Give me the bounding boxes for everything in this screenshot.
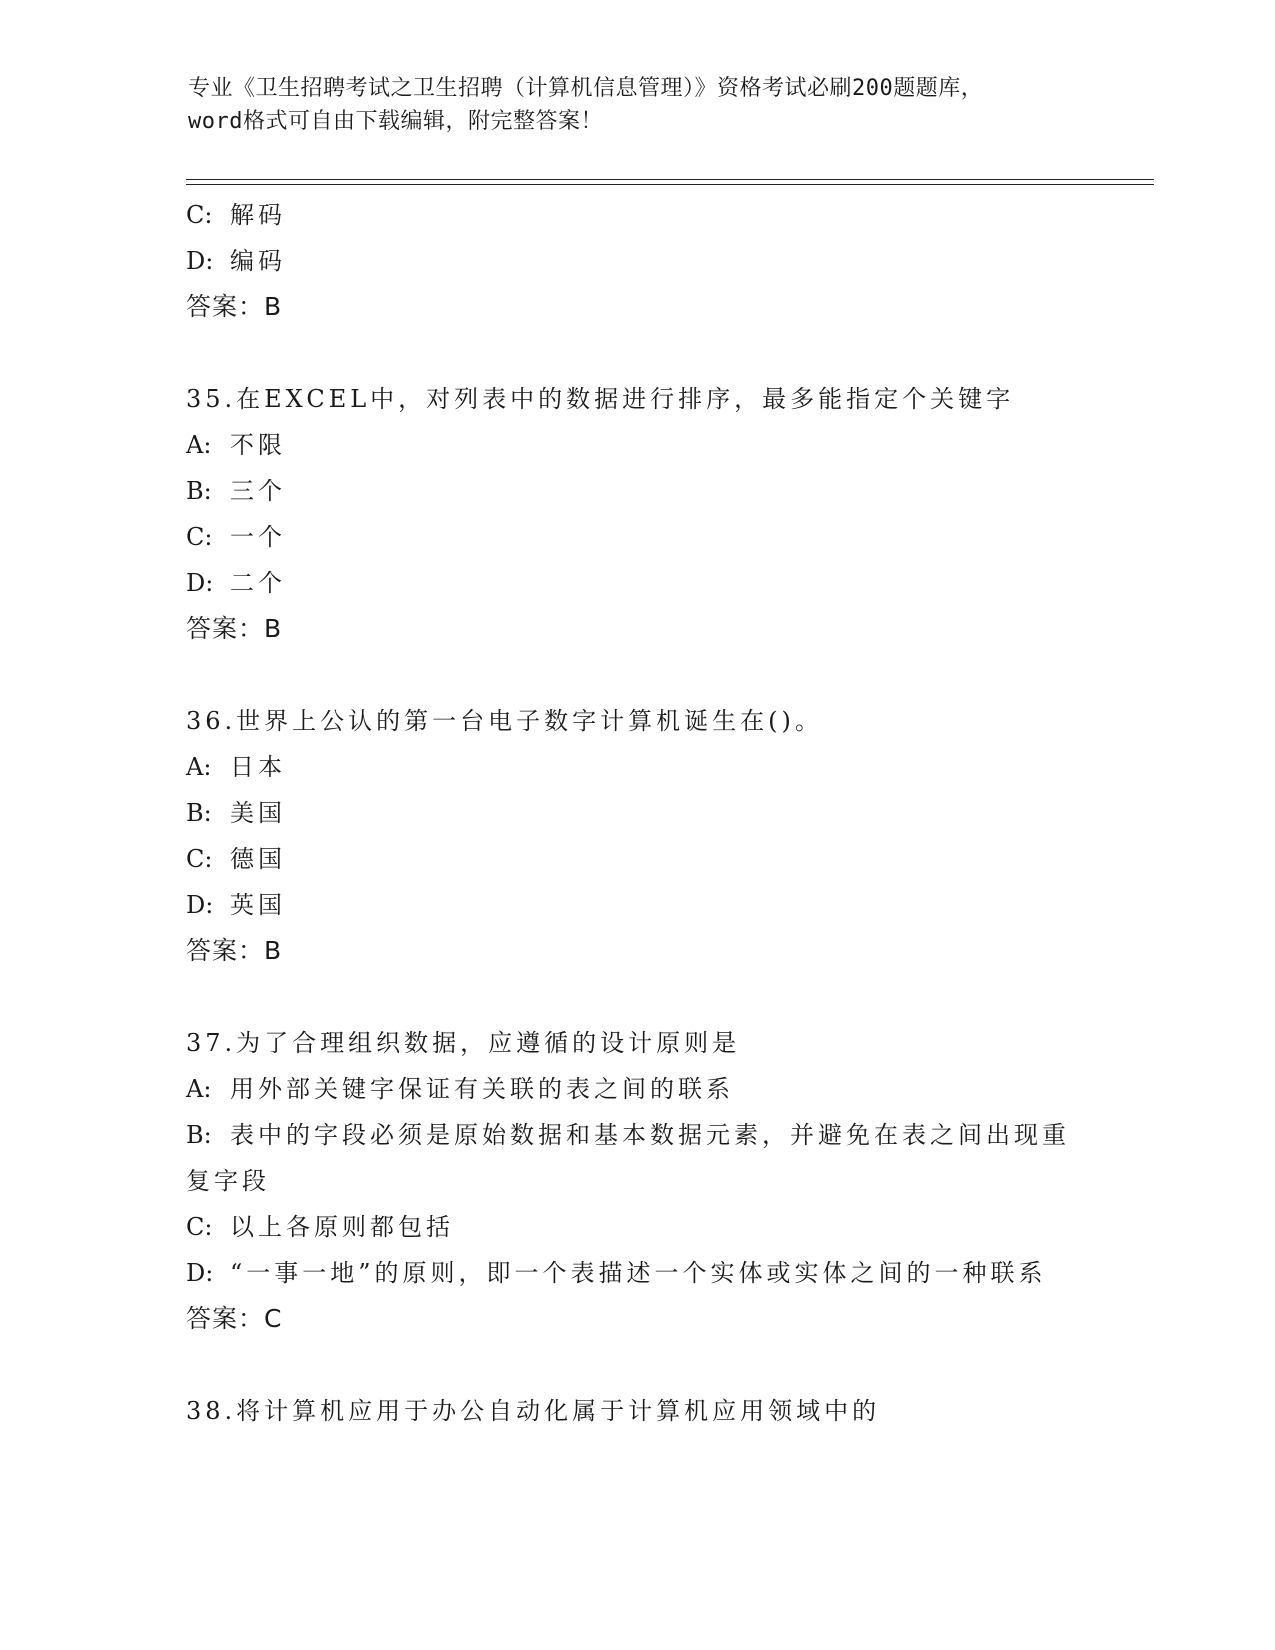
option-label: D: <box>186 1259 214 1287</box>
option-text: 编码 <box>230 247 286 275</box>
spacer <box>186 974 1086 1020</box>
option-b <box>186 468 1086 514</box>
option-text: 二个 <box>230 569 286 597</box>
option-text: 一个 <box>230 523 286 551</box>
document-header <box>188 72 1088 138</box>
option-label: B: <box>186 1121 212 1149</box>
option-label: D: <box>186 891 214 919</box>
option-label: A: <box>186 1075 212 1103</box>
option-label: D: <box>186 569 214 597</box>
question-35 <box>186 376 1086 652</box>
option-d <box>186 1250 1086 1296</box>
answer-line: 答案：B <box>186 614 283 643</box>
answer-line: 答案：B <box>186 936 283 965</box>
option-text: 美国 <box>230 799 286 827</box>
answer-line: 答案：C <box>186 1304 283 1333</box>
question-36 <box>186 698 1086 974</box>
option-d <box>186 560 1086 606</box>
option-label: B: <box>186 477 212 505</box>
question-stem: 36.世界上公认的第一台电子数字计算机诞生在()。 <box>186 707 823 735</box>
option-text: 用外部关键字保证有关联的表之间的联系 <box>230 1075 734 1103</box>
question-stem: 38.将计算机应用于办公自动化属于计算机应用领域中的 <box>186 1397 881 1425</box>
option-a <box>186 1066 1086 1112</box>
option-c <box>186 514 1086 560</box>
option-text: 表中的字段必须是原始数据和基本数据元素，并避免在表之间出现重复字段 <box>186 1121 1070 1195</box>
spacer <box>186 330 1086 376</box>
spacer <box>186 1342 1086 1388</box>
question-list <box>186 192 1086 1434</box>
option-text: 解码 <box>230 201 286 229</box>
option-label: A: <box>186 431 212 459</box>
header-line-2: word格式可自由下载编辑，附完整答案！ <box>188 109 603 134</box>
option-text: 德国 <box>230 845 286 873</box>
question-34-continuation <box>186 192 1086 330</box>
option-c <box>186 1204 1086 1250</box>
spacer <box>186 652 1086 698</box>
question-stem: 37.为了合理组织数据，应遵循的设计原则是 <box>186 1029 741 1057</box>
header-divider-top <box>186 179 1154 180</box>
option-label: C: <box>186 201 213 229</box>
option-d <box>186 238 1086 284</box>
question-37 <box>186 1020 1086 1342</box>
option-label: A: <box>186 753 212 781</box>
option-label: C: <box>186 1213 213 1241</box>
option-a <box>186 744 1086 790</box>
option-b <box>186 790 1086 836</box>
option-text: “一事一地”的原则，即一个表描述一个实体或实体之间的一种联系 <box>230 1259 1047 1287</box>
option-text: 英国 <box>230 891 286 919</box>
header-divider-bottom <box>186 184 1154 185</box>
header-line-1: 专业《卫生招聘考试之卫生招聘（计算机信息管理）》资格考试必刷200题题库， <box>188 76 984 101</box>
option-b <box>186 1112 1086 1204</box>
question-38 <box>186 1388 1086 1434</box>
option-text: 日本 <box>230 753 286 781</box>
option-text: 不限 <box>230 431 286 459</box>
option-text: 三个 <box>230 477 286 505</box>
option-label: C: <box>186 845 213 873</box>
question-stem: 35.在EXCEL中，对列表中的数据进行排序，最多能指定个关键字 <box>186 385 1015 413</box>
option-a <box>186 422 1086 468</box>
option-label: C: <box>186 523 213 551</box>
option-text: 以上各原则都包括 <box>230 1213 454 1241</box>
option-d <box>186 882 1086 928</box>
option-label: B: <box>186 799 212 827</box>
option-c <box>186 192 1086 238</box>
option-c <box>186 836 1086 882</box>
option-label: D: <box>186 247 214 275</box>
answer-line: 答案：B <box>186 292 283 321</box>
